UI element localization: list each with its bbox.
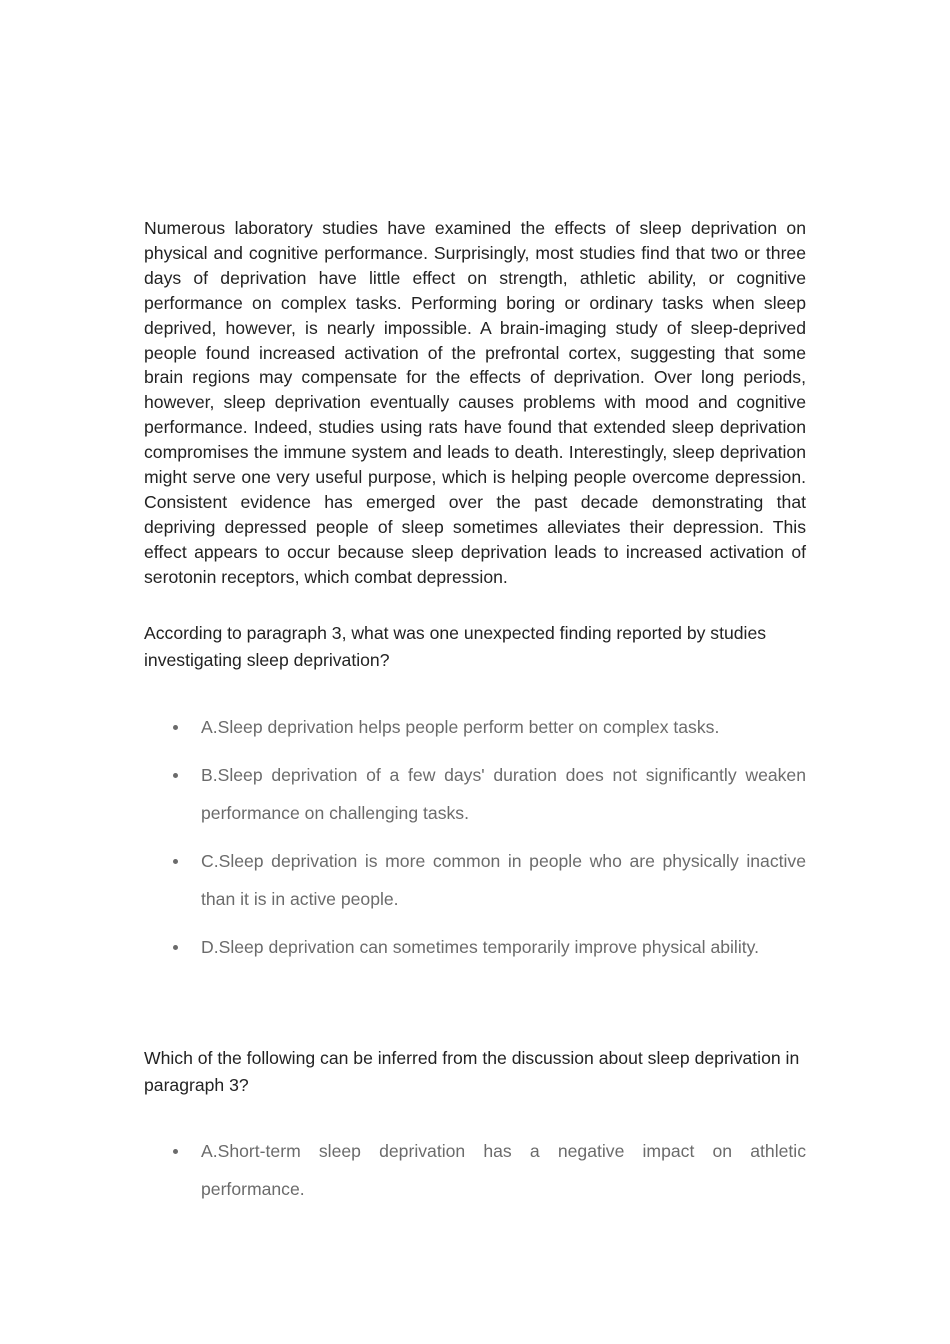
option-label: D.Sleep deprivation can sometimes temporarily improve physical ability. bbox=[201, 936, 760, 957]
question-1-options bbox=[144, 708, 806, 966]
question-1-option-b bbox=[144, 756, 806, 832]
question-2-options bbox=[144, 1132, 806, 1208]
question-1-text: According to paragraph 3, what was one unexpected finding reported by studies investigating sleep deprivation? bbox=[144, 622, 767, 670]
option-label: C.Sleep deprivation is more common in people who are physically inactive than it is in active people. bbox=[201, 850, 806, 909]
document-page bbox=[144, 216, 806, 1218]
question-1-option-a bbox=[144, 708, 806, 746]
bullet-icon bbox=[173, 1149, 178, 1154]
bullet-icon bbox=[173, 945, 178, 950]
passage-paragraph: Numerous laboratory studies have examined the effects of sleep deprivation on physical and cognitive performance. Surprisingly, most studies find that two or three days of deprivation have little effect on strength, athletic ability, or cognitive performance on complex tasks. Performing boring or ordinary tasks when sleep deprived, however, is nearly impossible. A brain-imaging study of sleep-deprived people found increased activation of the prefrontal cortex, suggesting that some brain regions may compensate for the effects of deprivation. Over long periods, however, sleep deprivation eventually causes problems with mood and cognitive performance. Indeed, studies using rats have found that extended sleep deprivation compromises the immune system and leads to death. Interestingly, sleep deprivation might serve one very useful purpose, which is helping people overcome depression. Consistent evidence has emerged over the past decade demonstrating that depriving depressed people of sleep sometimes alleviates their depression. This effect appears to occur because sleep deprivation leads to increased activation of serotonin receptors, which combat depression. bbox=[144, 218, 806, 587]
question-1-option-c bbox=[144, 842, 806, 918]
option-label: B.Sleep deprivation of a few days' duration does not significantly weaken performance on challenging tasks. bbox=[201, 764, 806, 823]
bullet-icon bbox=[173, 725, 178, 730]
question-2-option-a bbox=[144, 1132, 806, 1208]
bullet-icon bbox=[173, 773, 178, 778]
bullet-icon bbox=[173, 859, 178, 864]
question-2-text: Which of the following can be inferred from the discussion about sleep deprivation in paragraph 3? bbox=[144, 1047, 800, 1095]
question-1-option-d bbox=[144, 928, 806, 966]
option-label: A.Sleep deprivation helps people perform better on complex tasks. bbox=[201, 716, 720, 737]
option-label: A.Short-term sleep deprivation has a negative impact on athletic performance. bbox=[201, 1140, 806, 1199]
